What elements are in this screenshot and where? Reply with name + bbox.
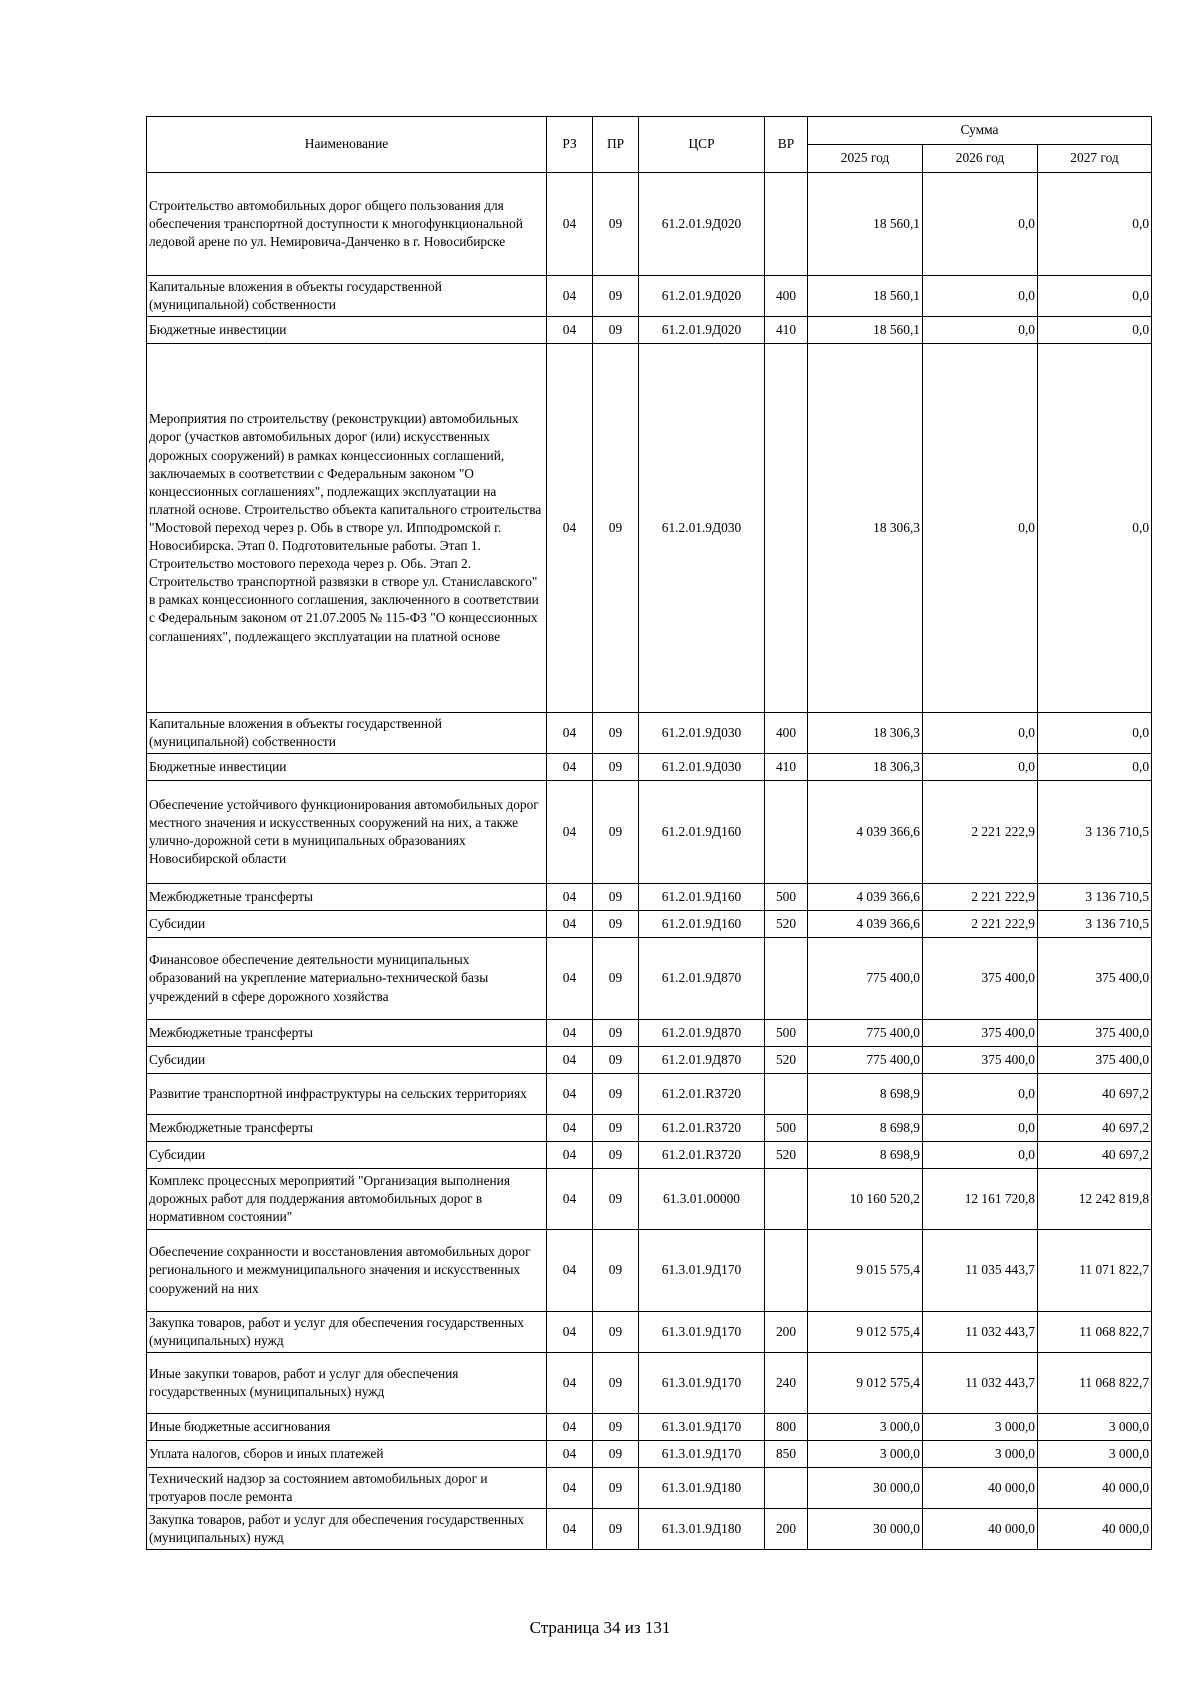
cell-pr: 09: [593, 1047, 639, 1074]
table-row: [147, 713, 1152, 754]
cell-csr: 61.2.01.9Д870: [639, 1047, 765, 1074]
cell-vr: [765, 1230, 808, 1312]
cell-csr: 61.2.01.9Д020: [639, 276, 765, 317]
cell-pr: 09: [593, 344, 639, 713]
budget-table: [146, 116, 1152, 1550]
cell-rz: 04: [547, 938, 593, 1020]
cell-name: Капитальные вложения в объекты государственной (муниципальной) собственности: [147, 276, 547, 317]
cell-vr: 200: [765, 1509, 808, 1550]
cell-sum-2026: 12 161 720,8: [923, 1169, 1038, 1230]
cell-sum-2025: 18 560,1: [808, 317, 923, 344]
cell-rz: 04: [547, 1468, 593, 1509]
cell-sum-2026: 0,0: [923, 713, 1038, 754]
cell-pr: 09: [593, 173, 639, 276]
cell-pr: 09: [593, 1115, 639, 1142]
table-row: [147, 1509, 1152, 1550]
cell-sum-2025: 4 039 366,6: [808, 911, 923, 938]
cell-csr: 61.2.01.9Д020: [639, 317, 765, 344]
cell-sum-2026: 0,0: [923, 754, 1038, 781]
cell-vr: 410: [765, 754, 808, 781]
cell-sum-2025: 9 015 575,4: [808, 1230, 923, 1312]
cell-pr: 09: [593, 1414, 639, 1441]
cell-name: Субсидии: [147, 1142, 547, 1169]
header-name: Наименование: [147, 117, 547, 173]
cell-sum-2025: 30 000,0: [808, 1468, 923, 1509]
cell-rz: 04: [547, 1142, 593, 1169]
table-body: [147, 173, 1152, 1550]
cell-pr: 09: [593, 938, 639, 1020]
cell-rz: 04: [547, 276, 593, 317]
header-pr: ПР: [593, 117, 639, 173]
header-year-2026: 2026 год: [923, 145, 1038, 173]
header-year-2027: 2027 год: [1038, 145, 1152, 173]
cell-sum-2026: 11 032 443,7: [923, 1312, 1038, 1353]
cell-rz: 04: [547, 1074, 593, 1115]
cell-name: Обеспечение сохранности и восстановления автомобильных дорог регионального и межмуниципального значения и искусственных сооружений на них: [147, 1230, 547, 1312]
cell-sum-2025: 4 039 366,6: [808, 781, 923, 884]
cell-sum-2025: 8 698,9: [808, 1142, 923, 1169]
cell-name: Межбюджетные трансферты: [147, 884, 547, 911]
cell-name: Бюджетные инвестиции: [147, 317, 547, 344]
cell-sum-2026: 0,0: [923, 317, 1038, 344]
cell-name: Межбюджетные трансферты: [147, 1115, 547, 1142]
cell-rz: 04: [547, 1509, 593, 1550]
cell-sum-2027: 375 400,0: [1038, 1047, 1152, 1074]
table-row: [147, 344, 1152, 713]
cell-sum-2025: 9 012 575,4: [808, 1312, 923, 1353]
cell-vr: 500: [765, 1020, 808, 1047]
table-row: [147, 781, 1152, 884]
cell-name: Закупка товаров, работ и услуг для обеспечения государственных (муниципальных) нужд: [147, 1509, 547, 1550]
cell-vr: 500: [765, 1115, 808, 1142]
cell-sum-2026: 375 400,0: [923, 1047, 1038, 1074]
cell-sum-2026: 375 400,0: [923, 938, 1038, 1020]
cell-sum-2025: 18 306,3: [808, 344, 923, 713]
cell-sum-2026: 2 221 222,9: [923, 884, 1038, 911]
cell-sum-2025: 9 012 575,4: [808, 1353, 923, 1414]
cell-csr: 61.3.01.00000: [639, 1169, 765, 1230]
cell-name: Комплекс процессных мероприятий "Организация выполнения дорожных работ для поддержания автомобильных дорог в нормативном состоянии": [147, 1169, 547, 1230]
cell-name: Капитальные вложения в объекты государственной (муниципальной) собственности: [147, 713, 547, 754]
header-csr: ЦСР: [639, 117, 765, 173]
table-row: [147, 1468, 1152, 1509]
cell-csr: 61.3.01.9Д170: [639, 1312, 765, 1353]
table-row: [147, 1020, 1152, 1047]
cell-sum-2026: 3 000,0: [923, 1414, 1038, 1441]
cell-name: Закупка товаров, работ и услуг для обеспечения государственных (муниципальных) нужд: [147, 1312, 547, 1353]
cell-pr: 09: [593, 754, 639, 781]
cell-vr: [765, 173, 808, 276]
table-row: [147, 754, 1152, 781]
cell-sum-2025: 3 000,0: [808, 1441, 923, 1468]
header-vr: ВР: [765, 117, 808, 173]
cell-vr: [765, 1074, 808, 1115]
cell-name: Мероприятия по строительству (реконструкции) автомобильных дорог (участков автомобильных дорог (или) искусственных дорожных сооружений) в рамках концессионных соглашений, заключаемых в соответствии с Федеральным законом "О концессионных соглашениях", подлежащих эксплуатации на платной основе. Строительство объекта капитального строительства "Мостовой переход через р. Обь в створе ул. Ипподромской г. Новосибирска. Этап 0. Подготовительные работы. Этап 1. Строительство мостового перехода через р. Обь. Этап 2. Строительство транспортной развязки в створе ул. Станиславского" в рамках концессионного соглашения, заключенного в соответствии с Федеральным законом от 21.07.2005 № 115-ФЗ "О концессионных соглашениях", подлежащего эксплуатации на платной основе: [147, 344, 547, 713]
table-row: [147, 938, 1152, 1020]
cell-sum-2025: 8 698,9: [808, 1115, 923, 1142]
cell-rz: 04: [547, 1353, 593, 1414]
cell-sum-2025: 18 306,3: [808, 754, 923, 781]
cell-vr: [765, 1169, 808, 1230]
table-row: [147, 1047, 1152, 1074]
cell-sum-2027: 375 400,0: [1038, 1020, 1152, 1047]
table-row: [147, 1115, 1152, 1142]
header-sum: Сумма: [808, 117, 1152, 145]
cell-vr: 520: [765, 911, 808, 938]
cell-sum-2026: 3 000,0: [923, 1441, 1038, 1468]
cell-sum-2027: 3 000,0: [1038, 1414, 1152, 1441]
cell-name: Обеспечение устойчивого функционирования автомобильных дорог местного значения и искусственных сооружений на них, а также улично-дорожной сети в муниципальных образованиях Новосибирской области: [147, 781, 547, 884]
cell-sum-2025: 10 160 520,2: [808, 1169, 923, 1230]
cell-vr: 520: [765, 1142, 808, 1169]
cell-sum-2026: 0,0: [923, 344, 1038, 713]
cell-vr: 800: [765, 1414, 808, 1441]
cell-name: Развитие транспортной инфраструктуры на сельских территориях: [147, 1074, 547, 1115]
cell-csr: 61.2.01.9Д160: [639, 884, 765, 911]
cell-sum-2025: 30 000,0: [808, 1509, 923, 1550]
cell-csr: 61.2.01.9Д030: [639, 754, 765, 781]
cell-rz: 04: [547, 1020, 593, 1047]
cell-sum-2027: 0,0: [1038, 276, 1152, 317]
cell-pr: 09: [593, 1020, 639, 1047]
cell-sum-2027: 11 068 822,7: [1038, 1353, 1152, 1414]
cell-sum-2026: 0,0: [923, 276, 1038, 317]
cell-sum-2027: 40 000,0: [1038, 1468, 1152, 1509]
cell-pr: 09: [593, 317, 639, 344]
cell-sum-2027: 40 697,2: [1038, 1074, 1152, 1115]
cell-sum-2026: 11 035 443,7: [923, 1230, 1038, 1312]
cell-csr: 61.3.01.9Д170: [639, 1230, 765, 1312]
cell-pr: 09: [593, 1074, 639, 1115]
cell-rz: 04: [547, 1441, 593, 1468]
cell-pr: 09: [593, 1312, 639, 1353]
cell-pr: 09: [593, 1353, 639, 1414]
cell-rz: 04: [547, 1047, 593, 1074]
cell-sum-2027: 0,0: [1038, 173, 1152, 276]
cell-sum-2027: 11 068 822,7: [1038, 1312, 1152, 1353]
header-rz: РЗ: [547, 117, 593, 173]
table-row: [147, 1312, 1152, 1353]
cell-rz: 04: [547, 173, 593, 276]
cell-sum-2027: 40 000,0: [1038, 1509, 1152, 1550]
cell-rz: 04: [547, 1230, 593, 1312]
cell-pr: 09: [593, 1142, 639, 1169]
cell-sum-2025: 775 400,0: [808, 1047, 923, 1074]
cell-csr: 61.3.01.9Д180: [639, 1468, 765, 1509]
cell-rz: 04: [547, 1169, 593, 1230]
cell-rz: 04: [547, 713, 593, 754]
cell-csr: 61.2.01.9Д160: [639, 781, 765, 884]
cell-name: Иные бюджетные ассигнования: [147, 1414, 547, 1441]
cell-vr: 520: [765, 1047, 808, 1074]
cell-csr: 61.2.01.R3720: [639, 1074, 765, 1115]
cell-pr: 09: [593, 713, 639, 754]
table-row: [147, 1353, 1152, 1414]
page-number: Страница 34 из 131: [529, 1618, 671, 1637]
cell-sum-2025: 3 000,0: [808, 1414, 923, 1441]
cell-sum-2025: 8 698,9: [808, 1074, 923, 1115]
cell-rz: 04: [547, 344, 593, 713]
table-row: [147, 911, 1152, 938]
cell-sum-2027: 3 136 710,5: [1038, 781, 1152, 884]
cell-pr: 09: [593, 1441, 639, 1468]
cell-pr: 09: [593, 276, 639, 317]
cell-sum-2026: 2 221 222,9: [923, 781, 1038, 884]
table-row: [147, 317, 1152, 344]
cell-rz: 04: [547, 754, 593, 781]
cell-sum-2027: 0,0: [1038, 754, 1152, 781]
header-year-2025: 2025 год: [808, 145, 923, 173]
cell-name: Межбюджетные трансферты: [147, 1020, 547, 1047]
cell-csr: 61.2.01.R3720: [639, 1115, 765, 1142]
cell-rz: 04: [547, 1414, 593, 1441]
cell-pr: 09: [593, 884, 639, 911]
cell-sum-2026: 11 032 443,7: [923, 1353, 1038, 1414]
cell-pr: 09: [593, 1169, 639, 1230]
table-row: [147, 276, 1152, 317]
table-row: [147, 173, 1152, 276]
cell-vr: 400: [765, 713, 808, 754]
cell-sum-2026: 40 000,0: [923, 1509, 1038, 1550]
cell-sum-2025: 775 400,0: [808, 1020, 923, 1047]
table-row: [147, 1074, 1152, 1115]
cell-vr: 410: [765, 317, 808, 344]
cell-sum-2026: 40 000,0: [923, 1468, 1038, 1509]
cell-sum-2026: 0,0: [923, 173, 1038, 276]
cell-rz: 04: [547, 317, 593, 344]
cell-name: Субсидии: [147, 911, 547, 938]
cell-pr: 09: [593, 911, 639, 938]
table-row: [147, 1230, 1152, 1312]
cell-sum-2027: 0,0: [1038, 317, 1152, 344]
cell-vr: [765, 1468, 808, 1509]
cell-sum-2025: 4 039 366,6: [808, 884, 923, 911]
cell-sum-2027: 40 697,2: [1038, 1115, 1152, 1142]
cell-rz: 04: [547, 911, 593, 938]
cell-pr: 09: [593, 1509, 639, 1550]
cell-vr: 240: [765, 1353, 808, 1414]
cell-csr: 61.2.01.9Д870: [639, 1020, 765, 1047]
cell-sum-2025: 775 400,0: [808, 938, 923, 1020]
cell-sum-2027: 375 400,0: [1038, 938, 1152, 1020]
cell-csr: 61.2.01.9Д030: [639, 713, 765, 754]
cell-name: Строительство автомобильных дорог общего пользования для обеспечения транспортной доступности к многофункциональной ледовой арене по ул. Немировича-Данченко в г. Новосибирске: [147, 173, 547, 276]
cell-csr: 61.2.01.9Д160: [639, 911, 765, 938]
cell-pr: 09: [593, 1468, 639, 1509]
cell-rz: 04: [547, 884, 593, 911]
cell-csr: 61.2.01.9Д870: [639, 938, 765, 1020]
cell-name: Бюджетные инвестиции: [147, 754, 547, 781]
cell-vr: [765, 781, 808, 884]
cell-name: Субсидии: [147, 1047, 547, 1074]
cell-rz: 04: [547, 781, 593, 884]
cell-sum-2026: 2 221 222,9: [923, 911, 1038, 938]
table-row: [147, 1169, 1152, 1230]
cell-rz: 04: [547, 1115, 593, 1142]
cell-sum-2027: 40 697,2: [1038, 1142, 1152, 1169]
cell-pr: 09: [593, 1230, 639, 1312]
budget-table-page: [146, 116, 1151, 1550]
cell-vr: [765, 938, 808, 1020]
cell-sum-2025: 18 560,1: [808, 276, 923, 317]
cell-sum-2027: 12 242 819,8: [1038, 1169, 1152, 1230]
cell-csr: 61.2.01.R3720: [639, 1142, 765, 1169]
cell-name: Иные закупки товаров, работ и услуг для обеспечения государственных (муниципальных) нужд: [147, 1353, 547, 1414]
cell-name: Технический надзор за состоянием автомобильных дорог и тротуаров после ремонта: [147, 1468, 547, 1509]
cell-csr: 61.3.01.9Д170: [639, 1414, 765, 1441]
cell-sum-2027: 11 071 822,7: [1038, 1230, 1152, 1312]
table-row: [147, 1142, 1152, 1169]
table-row: [147, 884, 1152, 911]
cell-sum-2027: 3 136 710,5: [1038, 911, 1152, 938]
cell-pr: 09: [593, 781, 639, 884]
cell-sum-2026: 375 400,0: [923, 1020, 1038, 1047]
table-row: [147, 1414, 1152, 1441]
cell-csr: 61.3.01.9Д180: [639, 1509, 765, 1550]
cell-sum-2027: 0,0: [1038, 344, 1152, 713]
cell-vr: 500: [765, 884, 808, 911]
cell-csr: 61.2.01.9Д020: [639, 173, 765, 276]
cell-sum-2026: 0,0: [923, 1115, 1038, 1142]
cell-sum-2027: 0,0: [1038, 713, 1152, 754]
cell-vr: [765, 344, 808, 713]
cell-vr: 200: [765, 1312, 808, 1353]
cell-vr: 850: [765, 1441, 808, 1468]
cell-name: Финансовое обеспечение деятельности муниципальных образований на укрепление материально-технической базы учреждений в сфере дорожного хозяйства: [147, 938, 547, 1020]
cell-sum-2025: 18 560,1: [808, 173, 923, 276]
cell-csr: 61.3.01.9Д170: [639, 1353, 765, 1414]
cell-csr: 61.3.01.9Д170: [639, 1441, 765, 1468]
cell-rz: 04: [547, 1312, 593, 1353]
cell-sum-2025: 18 306,3: [808, 713, 923, 754]
cell-name: Уплата налогов, сборов и иных платежей: [147, 1441, 547, 1468]
cell-csr: 61.2.01.9Д030: [639, 344, 765, 713]
cell-sum-2026: 0,0: [923, 1074, 1038, 1115]
cell-sum-2026: 0,0: [923, 1142, 1038, 1169]
cell-vr: 400: [765, 276, 808, 317]
cell-sum-2027: 3 000,0: [1038, 1441, 1152, 1468]
table-row: [147, 1441, 1152, 1468]
cell-sum-2027: 3 136 710,5: [1038, 884, 1152, 911]
